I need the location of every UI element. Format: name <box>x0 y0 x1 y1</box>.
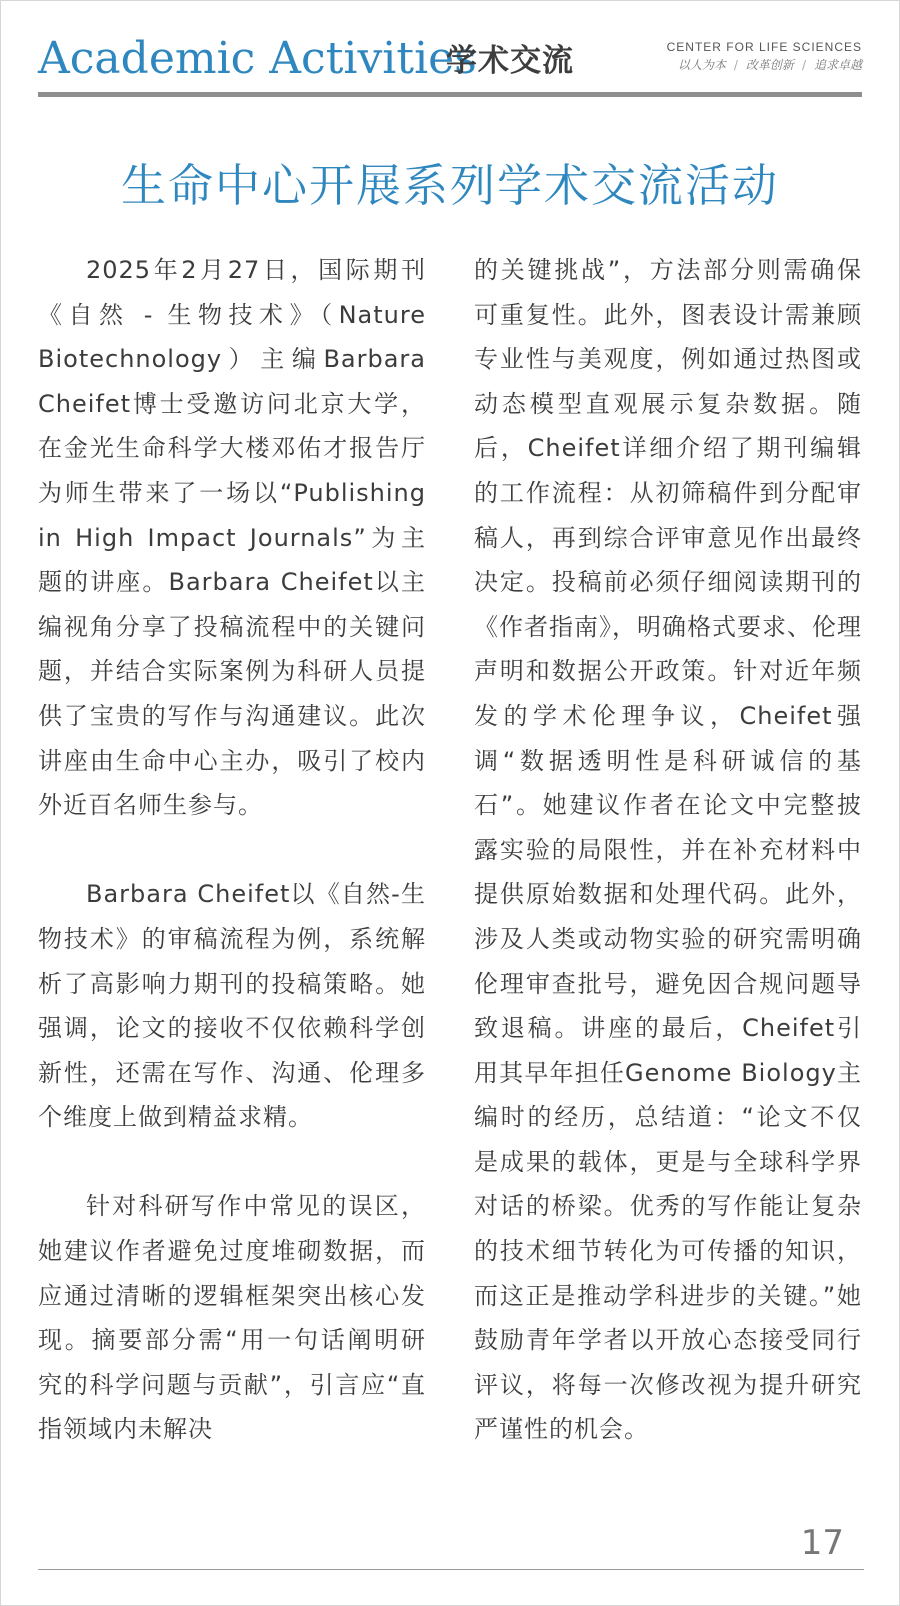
section-title-en: Academic Activities <box>38 33 477 84</box>
article-column-left <box>38 248 426 1452</box>
article-title: 生命中心开展系列学术交流活动 <box>120 159 779 212</box>
article-paragraph-continued: 的关键挑战”，方法部分则需确保可重复性。此外，图表设计需兼顾专业性与美观度，例如通过热图或动态模型直观展示复杂数据。随后，Cheifet详细介绍了期刊编辑的工作流程：从初筛稿件到分配审稿人，再到综合评审意见作出最终决定。投稿前必须仔细阅读期刊的《作者指南》，明确格式要求、伦理声明和数据公开政策。针对近年频发的学术伦理争议，Cheifet强调“数据透明性是科研诚信的基石”。她建议作者在论文中完整披露实验的局限性，并在补充材料中提供原始数据和处理代码。此外，涉及人类或动物实验的研究需明确伦理审查批号，避免因合规问题导致退稿。讲座的最后，Cheifet引用其早年担任Genome Biology主编时的经历，总结道：“论文不仅是成果的载体，更是与全球科学界对话的桥梁。优秀的写作能让复杂的技术细节转化为可传播的知识，而这正是推动学科进步的关键。”她鼓励青年学者以开放心态接受同行评议，将每一次修改视为提升研究严谨性的机会。 <box>474 256 862 1444</box>
article-paragraph: 针对科研写作中常见的误区，她建议作者避免过度堆砌数据，而应通过清晰的逻辑框架突出核心发现。摘要部分需“用一句话阐明研究的科学问题与贡献”，引言应“直指领域内未解决 <box>38 1192 426 1444</box>
page-number: 17 <box>800 1523 844 1563</box>
page-header <box>38 34 862 90</box>
motto-1: 以人为本 <box>677 58 726 72</box>
article-column-right <box>474 248 862 1452</box>
motto-3: 追求卓越 <box>813 58 862 72</box>
section-title-cn: 学术交流 <box>446 43 574 79</box>
center-branding <box>667 40 862 72</box>
motto-separator: / <box>733 58 738 72</box>
motto-line <box>667 58 862 72</box>
article-paragraph: Barbara Cheifet以《自然-生物技术》的审稿流程为例，系统解析了高影响力期刊的投稿策略。她强调，论文的接收不仅依赖科学创新性，还需在写作、沟通、伦理多个维度上做到精益求精。 <box>38 880 426 1132</box>
motto-separator: / <box>801 58 806 72</box>
center-name: CENTER FOR LIFE SCIENCES <box>666 40 862 54</box>
footer-divider <box>38 1569 864 1570</box>
motto-2: 改革创新 <box>745 58 794 72</box>
article-paragraph: 2025年2月27日，国际期刊《自然 - 生物技术》（Nature Biotechnology）主编Barbara Cheifet博士受邀访问北京大学，在金光生命科学大楼邓佑才报告厅为师生带来了一场以“Publishing in High Impact Journals”为主题的讲座。Barbara Cheifet以主编视角分享了投稿流程中的关键问题，并结合实际案例为科研人员提供了宝贵的写作与沟通建议。此次讲座由生命中心主办，吸引了校内外近百名师生参与。 <box>38 256 426 820</box>
header-divider <box>38 92 862 97</box>
